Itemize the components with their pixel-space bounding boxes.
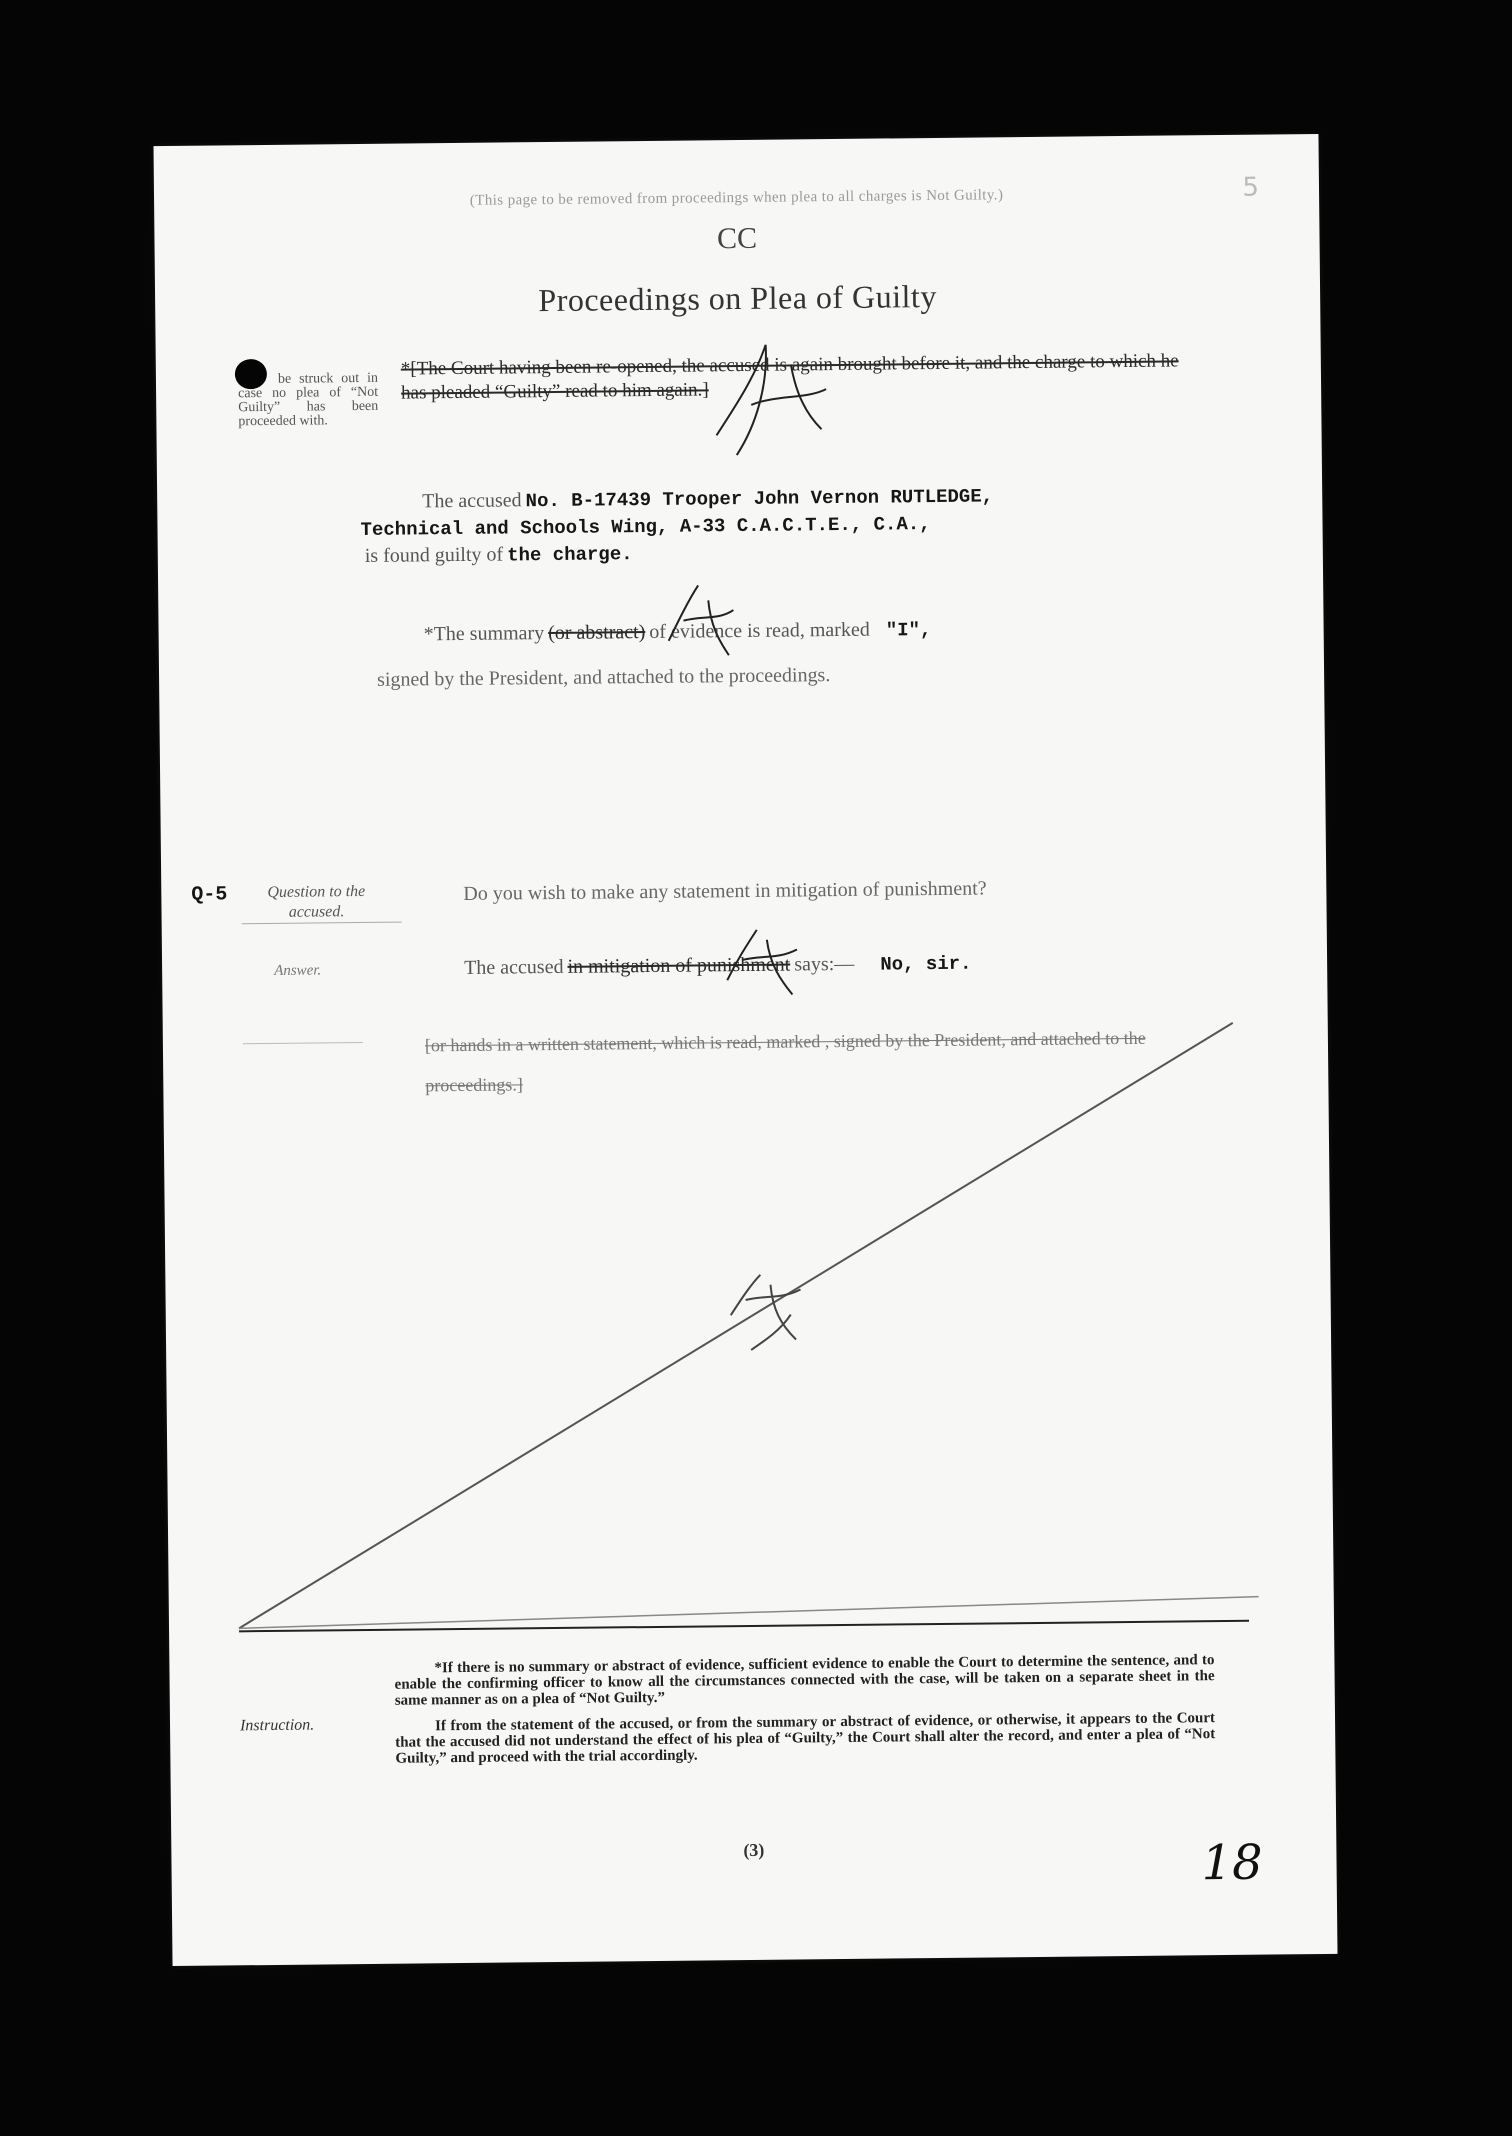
page-number: (3) xyxy=(743,1839,765,1861)
summary-line2: signed by the President, and attached to the proceedings. xyxy=(376,664,831,691)
answer-prefix: The accused xyxy=(464,955,564,979)
margin-note: be struck out in case no plea of “Not Guilty” has been proceeded with. xyxy=(238,370,379,430)
question-number: Q-5 xyxy=(191,883,228,907)
header-note: (This page to be removed from proceedings when plea to all charges is Not Guilty.) xyxy=(469,187,1004,209)
document-page xyxy=(154,134,1338,1966)
finding-line3-prefix: is found guilty of xyxy=(364,543,504,567)
handwritten-page-number: 18 xyxy=(1201,1834,1263,1892)
instruction-para2: If from the statement of the accused, or from the summary or abstract of evidence, or otherwise, it appears to the Court that the accused did not understand the effect of his plea of “Guilty,” the Court shall alter the record, and enter a plea of “Not Guilty,” and proceed with the trial accordingly. xyxy=(395,1710,1216,1767)
answer-suffix: says:— xyxy=(794,952,855,976)
question-text: Do you wish to make any statement in mitigation of punishment? xyxy=(463,877,987,905)
finding-prefix: The accused xyxy=(422,489,522,513)
instruction-block xyxy=(394,1652,1215,1767)
finding-typed-line2: Technical and Schools Wing, A-33 C.A.C.T.E., C.A., xyxy=(360,513,931,542)
page-title: Proceedings on Plea of Guilty xyxy=(538,277,938,319)
instruction-label: Instruction. xyxy=(239,1716,315,1735)
question-label: Question to the accused. xyxy=(267,882,366,921)
form-code: CC xyxy=(716,221,758,256)
answer-typed: No, sir. xyxy=(880,952,972,976)
handwritten-initials-4 xyxy=(720,1269,821,1360)
summary-struck: (or abstract) xyxy=(548,621,646,645)
instruction-para1: *If there is no summary or abstract of evidence, sufficient evidence to enable the Court to determine the sentence, and to enable the confirming officer to know all the circumstances connected with the case, will be taken on a separate sheet in the same manner as on a plea of “Not Guilty.” xyxy=(394,1652,1215,1709)
answer-struck: in mitigation of punishment xyxy=(567,953,791,978)
finding-typed-line1: No. B-17439 Trooper John Vernon RUTLEDGE, xyxy=(525,485,994,513)
summary-typed-mark: "I", xyxy=(885,619,932,642)
answer-label: Answer. xyxy=(274,962,322,979)
struck-paragraph: *[The Court having been re-opened, the accused is again brought before it, and the charge to which he has pleaded “Guilty” read to him again.] xyxy=(400,350,1179,404)
struck-bracket: [or hands in a written statement, which is read, marked , signed by the President, and attached to the proceedings.] xyxy=(424,1027,1146,1096)
summary-part2: of evidence is read, marked xyxy=(649,618,870,643)
summary-part1: *The summary xyxy=(423,622,545,646)
finding-typed-line3: the charge. xyxy=(507,543,633,567)
corner-mark: 5 xyxy=(1242,172,1260,203)
